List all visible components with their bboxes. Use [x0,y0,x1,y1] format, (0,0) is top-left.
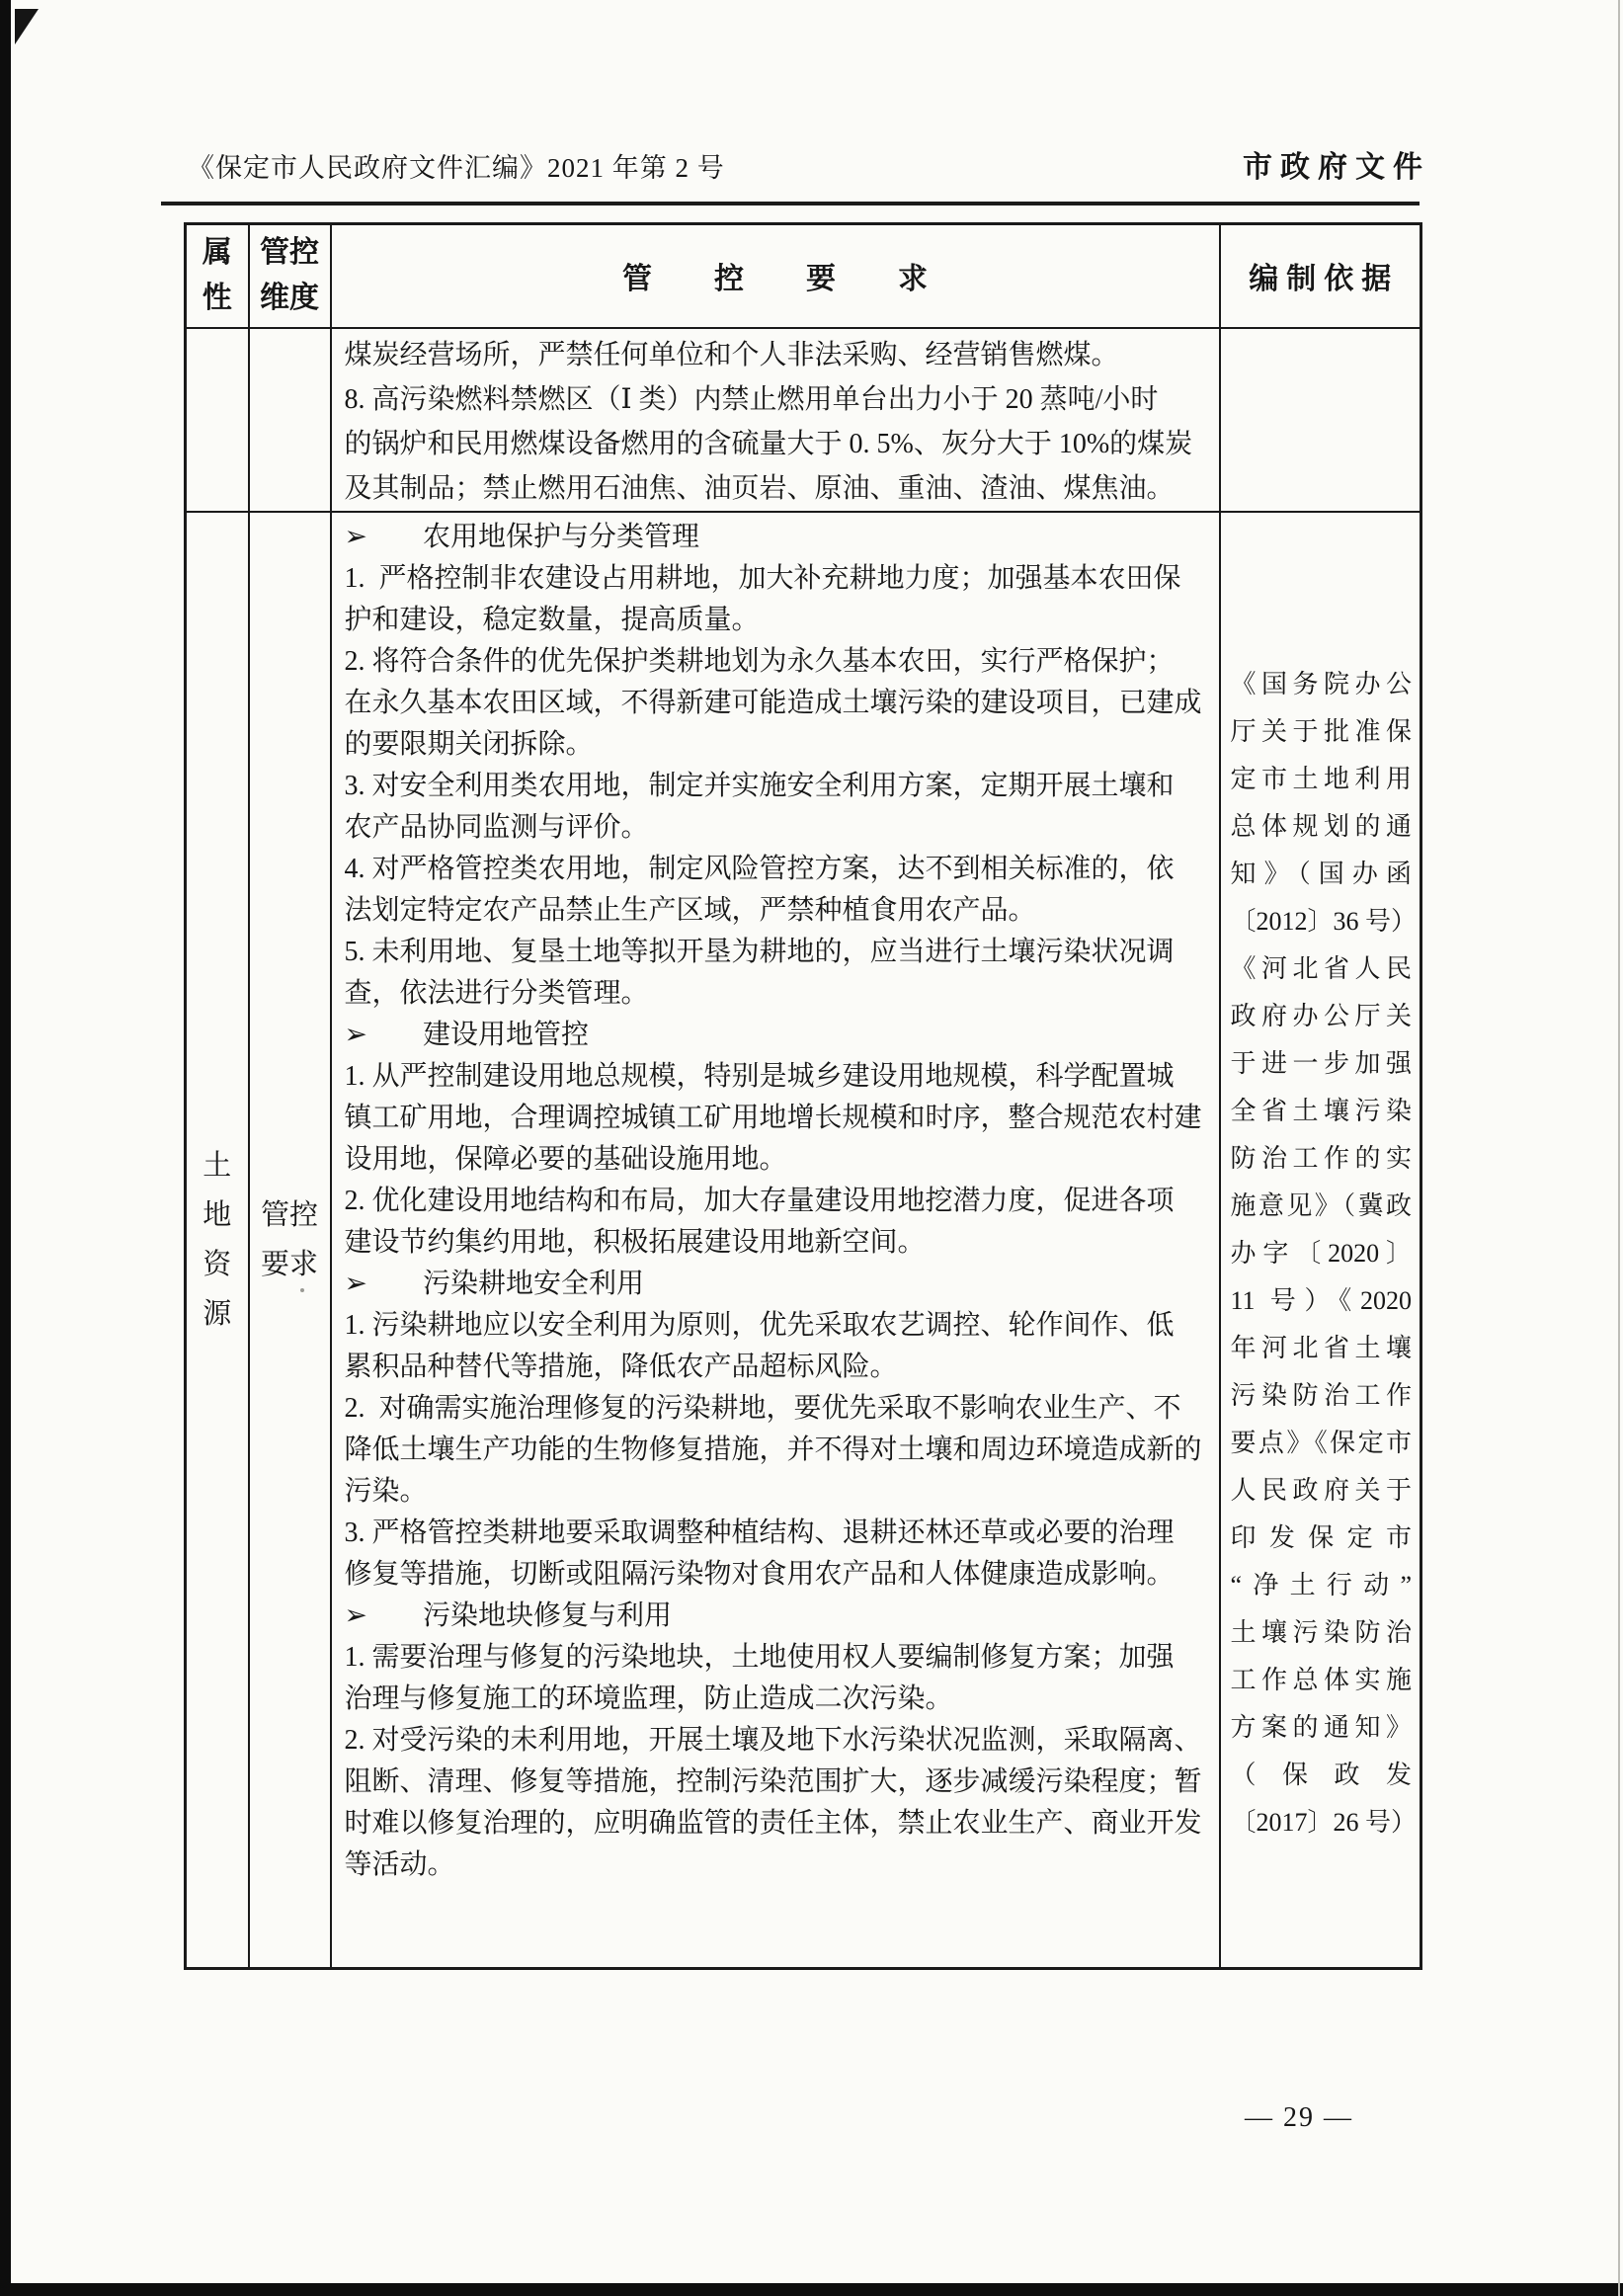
text-line: 厅关于批准保 [1230,716,1412,746]
text-line: 属 [202,236,232,270]
text-line: 1. 严格控制非农建设占用耕地，加大补充耕地力度；加强基本农田保 [344,562,1181,594]
text-line: 及其制品；禁止燃用石油焦、油页岩、原油、重油、渣油、煤焦油。 [344,472,1175,504]
text-line: 时难以修复治理的，应明确监管的责任主体，禁止农业生产、商业开发 [344,1807,1202,1839]
dimension-cell-empty [249,328,331,512]
table-row-coal-continued [186,328,1421,512]
control-requirements-table [184,222,1422,1970]
text-line: 《河北省人民 [1230,953,1412,983]
text-line: 工作总体实施 [1230,1665,1412,1694]
text-line: 修复等措施，切断或阻隔污染物对食用农产品和人体健康造成影响。 [344,1558,1175,1590]
column-header-attribute [186,224,249,328]
text-line: 土壤污染防治 [1230,1617,1412,1647]
text-line: 政府办公厅关 [1230,1001,1412,1030]
text-line: 〔2012〕36 号） [1230,906,1418,936]
dimension-cell [249,512,331,1969]
text-line: 定市土地利用 [1230,764,1412,793]
text-line: 查，依法进行分类管理。 [344,977,649,1009]
text-line: 护和建设，稳定数量，提高质量。 [344,604,760,635]
text-line: 源 [203,1297,232,1330]
text-line: 法划定特定农产品禁止生产区域，严禁种植食用农产品。 [344,894,1036,926]
text-line: 管控 [260,1198,318,1231]
document-category-label: 市政府文件 [1243,151,1430,184]
text-line: 2. 对确需实施治理修复的污染耕地，要优先采取不影响农业生产、不 [344,1392,1181,1424]
text-line: ➢ 建设用地管控 [344,1019,589,1050]
text-line: ➢ 污染耕地安全利用 [344,1268,644,1299]
text-line: 1. 需要治理与修复的污染地块，土地使用权人要编制修复方案；加强 [344,1641,1175,1673]
requirement-lines [332,513,1219,1886]
text-line: ➢ 污染地块修复与利用 [344,1599,672,1631]
header-rule [161,202,1420,205]
text-line: 管控 [260,236,319,270]
requirement-header-text: 管控要求 [622,263,990,296]
basis-lines [1221,513,1420,1846]
text-line: 办字〔2020〕 [1230,1238,1412,1268]
text-line: 在永久基本农田区域，不得新建可能造成土壤污染的建设项目，已建成 [344,687,1202,718]
text-line: 2. 将符合条件的优先保护类耕地划为永久基本农田，实行严格保护； [344,645,1175,677]
text-line: 要点》《保定市 [1230,1428,1412,1457]
table-header-row [186,224,1421,328]
text-line: 1. 污染耕地应以安全利用为原则，优先采取农艺调控、轮作间作、低 [344,1309,1175,1341]
text-line: 全省土壤污染 [1230,1096,1412,1125]
text-line: 等活动。 [344,1848,455,1880]
text-line: （ 保 政 发 [1230,1760,1412,1789]
attribute-header-text [187,230,248,321]
text-line: 人民政府关于 [1230,1475,1412,1505]
text-line: 印发保定市 [1230,1522,1412,1552]
text-line: 污染。 [344,1475,428,1507]
text-line: 煤炭经营场所，严禁任何单位和个人非法采购、经营销售燃煤。 [344,339,1119,370]
dimension-label [250,1190,330,1289]
text-line: 3. 对安全利用类农用地，制定并实施安全利用方案，定期开展土壤和 [344,770,1175,801]
text-line: 要求 [260,1248,318,1280]
text-line: 设用地，保障必要的基础设施用地。 [344,1143,787,1175]
publication-title: 《保定市人民政府文件汇编》2021 年第 2 号 [188,153,725,183]
text-line: 累积品种替代等措施，降低农产品超标风险。 [344,1351,898,1382]
text-line: 于进一步加强 [1230,1048,1412,1078]
text-line: 2. 优化建设用地结构和布局，加大存量建设用地挖潜力度，促进各项 [344,1185,1175,1216]
text-line: 知》（国办函 [1230,859,1412,888]
attribute-cell-empty [186,328,249,512]
requirement-cell [331,512,1220,1969]
text-line: 11 号）《2020 [1230,1285,1412,1315]
text-line: 3. 严格管控类耕地要采取调整种植结构、退耕还林还草或必要的治理 [344,1517,1175,1548]
text-line: 建设节约集约用地，积极拓展建设用地新空间。 [344,1226,926,1258]
text-line: 的要限期关闭拆除。 [344,728,594,760]
text-line: 施意见》（冀政 [1230,1190,1412,1220]
text-line: “净土行动” [1230,1570,1412,1599]
column-header-dimension [249,224,331,328]
scan-corner-mark [15,9,39,44]
requirement-cell [331,328,1220,512]
text-line: 农产品协同监测与评价。 [344,811,649,843]
requirement-lines [332,329,1219,511]
text-line: 总体规划的通 [1230,811,1412,841]
text-line: 年河北省土壤 [1230,1333,1412,1362]
scan-edge-bottom [0,2283,1623,2296]
text-line: ➢ 农用地保护与分类管理 [344,521,699,552]
text-line: 1. 从严控制建设用地总规模，特别是城乡建设用地规模，科学配置城 [344,1060,1175,1092]
text-line: 5. 未利用地、复垦土地等拟开垦为耕地的，应当进行土壤污染状况调 [344,936,1175,967]
scan-edge-left [0,0,11,2296]
text-line: 降低土壤生产功能的生物修复措施，并不得对土壤和周边环境造成新的 [344,1434,1202,1465]
text-line: 土 [203,1149,232,1182]
table-row-land-resources [186,512,1421,1969]
text-line: 地 [203,1198,232,1231]
text-line: 镇工矿用地，合理调控城镇工矿用地增长规模和时序，整合规范农村建 [344,1102,1202,1133]
text-line: 的锅炉和民用燃煤设备燃用的含硫量大于 0. 5%、灰分大于 10%的煤炭 [344,428,1193,459]
text-line: 方案的通知》 [1230,1712,1412,1742]
text-line: 8. 高污染燃料禁燃区（Ⅰ 类）内禁止燃用单台出力小于 20 蒸吨/小时 [344,383,1159,415]
text-line: 性 [202,282,232,315]
attribute-cell [186,512,249,1969]
page-number: — 29 — [1245,2102,1353,2133]
text-line: 〔2017〕26 号） [1230,1807,1418,1837]
text-line: 阻断、清理、修复等措施，控制污染范围扩大，逐步减缓污染程度；暂 [344,1765,1202,1797]
column-header-basis [1220,224,1421,328]
column-header-requirement [331,224,1220,328]
text-line: 《国务院办公 [1230,669,1412,698]
text-line: 防治工作的实 [1230,1143,1412,1173]
scan-edge-right [1618,0,1620,2296]
dimension-header-text [250,230,330,321]
attribute-label [187,1141,248,1339]
basis-cell-empty [1220,328,1421,512]
basis-cell [1220,512,1421,1969]
basis-header-text: 编制依据 [1249,263,1400,296]
text-line: 4. 对严格管控类农用地，制定风险管控方案，达不到相关标准的，依 [344,853,1175,884]
text-line: 维度 [260,282,319,315]
text-line: 治理与修复施工的环境监理，防止造成二次污染。 [344,1682,953,1714]
text-line: 2. 对受污染的未利用地，开展土壤及地下水污染状况监测，采取隔离、 [344,1724,1202,1756]
text-line: 资 [203,1248,232,1280]
text-line: 污染防治工作 [1230,1380,1412,1410]
